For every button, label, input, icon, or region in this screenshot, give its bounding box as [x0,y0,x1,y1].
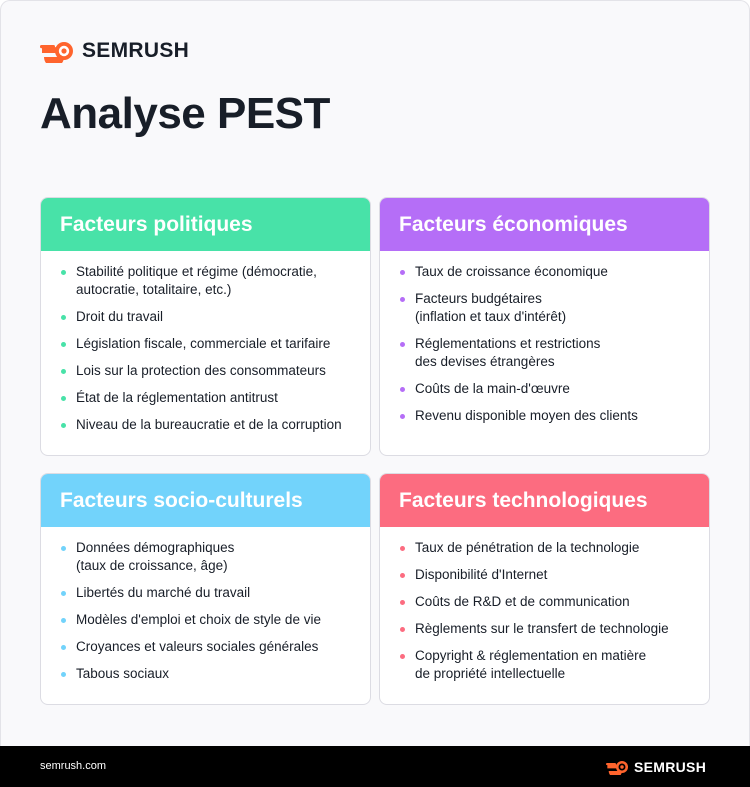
list-item: Copyright & réglementation en matière de propriété intellectuelle [400,647,699,683]
list-item: Taux de croissance économique [400,263,699,281]
bullet-dot [61,423,66,428]
list-item: État de la réglementation antitrust [61,389,360,407]
bullet-dot [61,270,66,275]
box-title: Facteurs socio-culturels [41,474,370,527]
bullet-dot [400,546,405,551]
bullet-dot [61,546,66,551]
box-sociocultural-factors [40,473,371,705]
bullet-dot [400,414,405,419]
list-item: Législation fiscale, commerciale et tarifaire [61,335,360,353]
box-technological-factors [379,473,710,705]
bullet-dot [61,315,66,320]
list-item: Disponibilité d'Internet [400,566,699,584]
bullet-dot [61,369,66,374]
list-item: Coûts de la main-d'œuvre [400,380,699,398]
list-item: Droit du travail [61,308,360,326]
bullet-dot [400,654,405,659]
list-item: Modèles d'emploi et choix de style de vie [61,611,360,629]
list-item: Revenu disponible moyen des clients [400,407,699,425]
logo-wordmark: SEMRUSH [634,759,707,775]
bullet-dot [61,618,66,623]
bullet-dot [400,627,405,632]
bullet-dot [400,387,405,392]
bullet-dot [400,342,405,347]
bullet-dot [61,342,66,347]
box-economic-factors [379,197,710,456]
bullet-dot [61,591,66,596]
list-item: Niveau de la bureaucratie et de la corruption [61,416,360,434]
list-item: Règlements sur le transfert de technologie [400,620,699,638]
bullet-dot [61,672,66,677]
box-list [380,251,709,425]
box-title: Facteurs politiques [41,198,370,251]
list-item: Taux de pénétration de la technologie [400,539,699,557]
bullet-dot [400,297,405,302]
list-item: Croyances et valeurs sociales générales [61,638,360,656]
list-item: Lois sur la protection des consommateurs [61,362,360,380]
footer-bar [0,746,750,787]
semrush-flame-icon [40,39,76,63]
list-item: Facteurs budgétaires (inflation et taux d'intérêt) [400,290,699,326]
list-item: Réglementations et restrictions des devises étrangères [400,335,699,371]
box-list [380,527,709,683]
box-title: Facteurs technologiques [380,474,709,527]
bullet-dot [400,270,405,275]
semrush-flame-icon [606,759,630,775]
box-political-factors [40,197,371,456]
footer-semrush-logo [606,759,706,775]
semrush-logo [40,39,189,63]
bullet-dot [61,645,66,650]
box-list [41,527,370,683]
box-title: Facteurs économiques [380,198,709,251]
bullet-dot [61,396,66,401]
logo-wordmark: SEMRUSH [82,39,190,62]
footer-url-link[interactable]: semrush.com [40,760,107,772]
page-title: Analyse PEST [40,89,330,138]
list-item: Stabilité politique et régime (démocratie, autocratie, totalitaire, etc.) [61,263,360,299]
bullet-dot [400,600,405,605]
list-item: Coûts de R&D et de communication [400,593,699,611]
bullet-dot [400,573,405,578]
box-list [41,251,370,434]
list-item: Tabous sociaux [61,665,360,683]
list-item: Libertés du marché du travail [61,584,360,602]
list-item: Données démographiques (taux de croissance, âge) [61,539,360,575]
